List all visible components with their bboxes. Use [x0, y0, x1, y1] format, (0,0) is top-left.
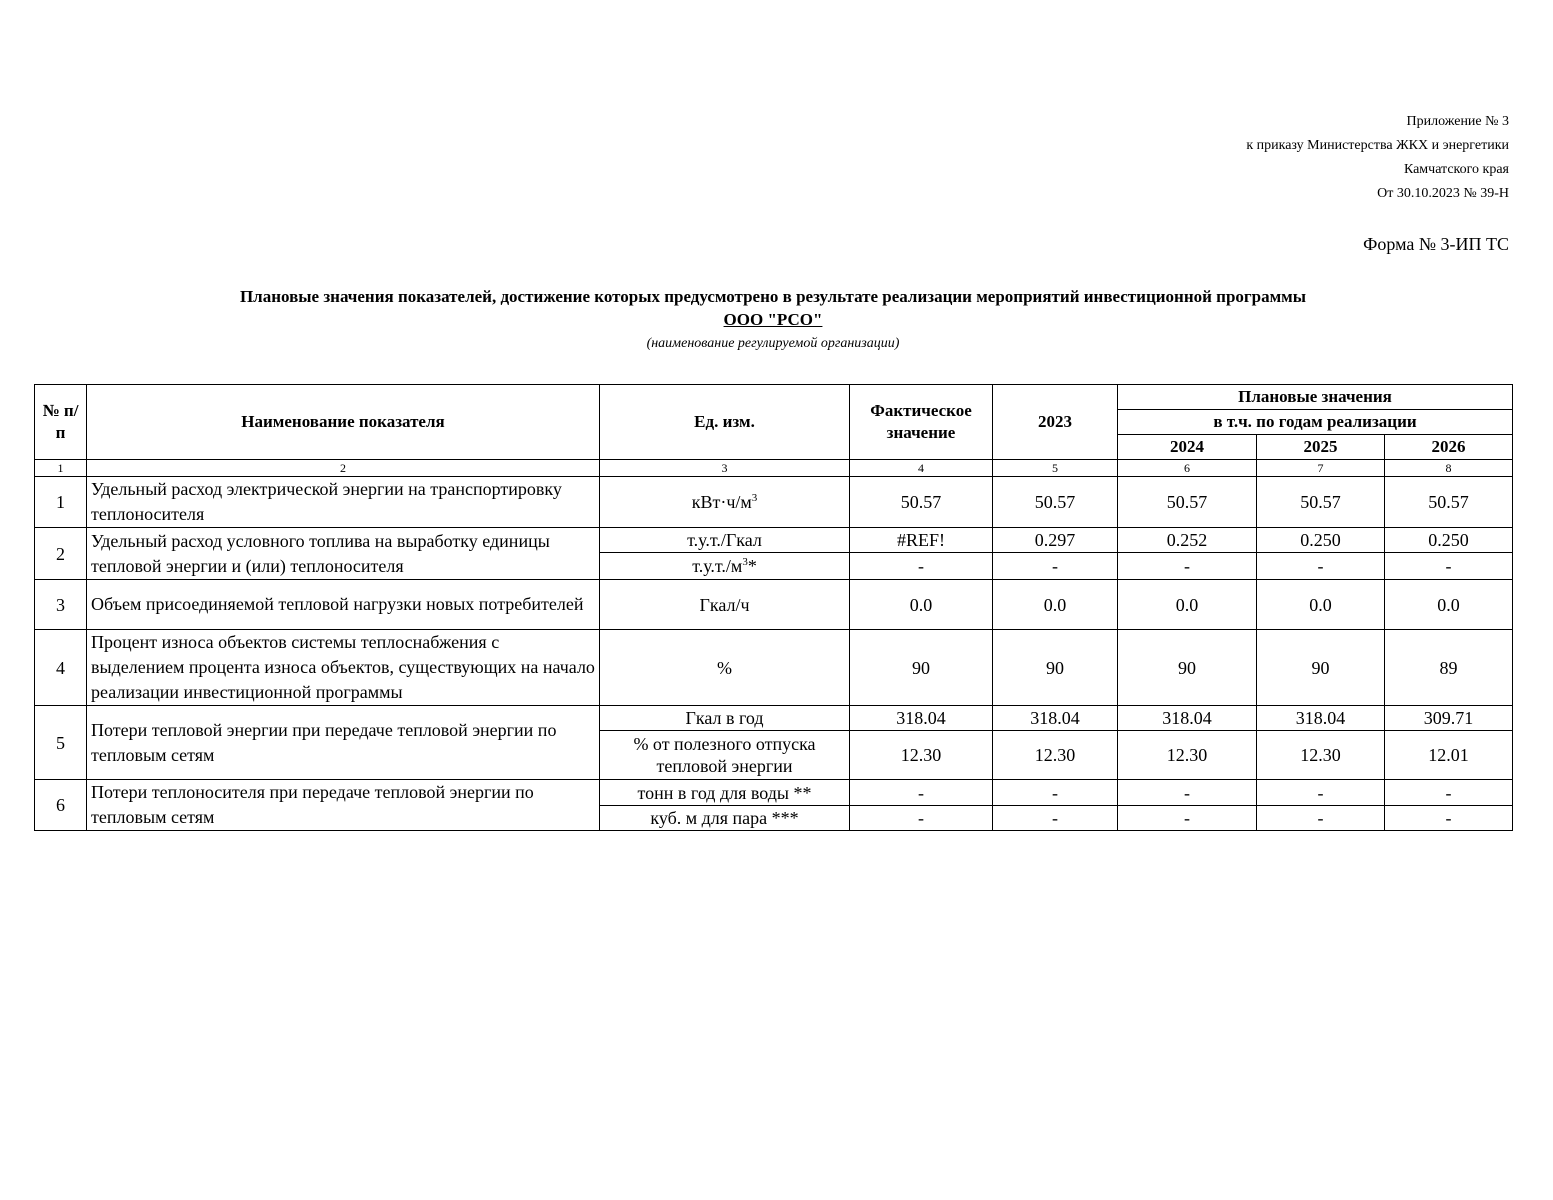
unit-cell: [600, 780, 850, 806]
unit-text: Гкал/ч: [699, 594, 750, 615]
organization-caption: (наименование регулируемой организации): [646, 336, 900, 351]
value-cell: 90: [850, 630, 993, 706]
table-row: [35, 528, 1513, 553]
value-cell: 0.0: [1385, 580, 1513, 630]
value-cell: -: [1385, 780, 1513, 806]
value-cell: 12.30: [1118, 731, 1257, 780]
header-2025: 2025: [1257, 435, 1385, 460]
unit-text: тонн в год для воды **: [637, 782, 812, 803]
header-unit: Ед. изм.: [600, 385, 850, 460]
column-number-cell: 8: [1385, 460, 1513, 477]
value-cell: 0.297: [993, 528, 1118, 553]
column-number-cell: 7: [1257, 460, 1385, 477]
form-number: Форма № 3-ИП ТС: [1363, 234, 1509, 254]
value-cell: -: [1118, 553, 1257, 580]
table-row: [35, 780, 1513, 806]
value-cell: -: [1257, 780, 1385, 806]
header-fact: Фактическое значение: [850, 385, 993, 460]
unit-cell: [600, 528, 850, 553]
indicator-name-cell: Удельный расход условного топлива на выработку единицы тепловой энергии и (или) теплоносителя: [87, 528, 600, 580]
unit-text: т.у.т./м: [692, 556, 743, 576]
header-name: Наименование показателя: [87, 385, 600, 460]
row-number-cell: 2: [35, 528, 87, 580]
indicator-name-cell: Потери теплоносителя при передаче тепловой энергии по тепловым сетям: [87, 780, 600, 831]
value-cell: 12.30: [993, 731, 1118, 780]
unit-text: кВт·ч/м: [691, 492, 752, 512]
column-numbers-row: [35, 460, 1513, 477]
value-cell: -: [1118, 806, 1257, 831]
value-cell: -: [850, 553, 993, 580]
row-number-cell: 3: [35, 580, 87, 630]
value-cell: 0.250: [1257, 528, 1385, 553]
value-cell: 50.57: [850, 477, 993, 528]
row-number-cell: 5: [35, 706, 87, 780]
value-cell: 50.57: [1385, 477, 1513, 528]
column-number-cell: 6: [1118, 460, 1257, 477]
unit-text: % от полезного отпуска тепловой энергии: [633, 734, 816, 776]
appendix-block: [1246, 110, 1509, 206]
row-number-cell: 4: [35, 630, 87, 706]
table-row: [35, 477, 1513, 528]
value-cell: 90: [1257, 630, 1385, 706]
value-cell: -: [850, 780, 993, 806]
value-cell: -: [1118, 780, 1257, 806]
value-cell: -: [1257, 806, 1385, 831]
indicator-name-cell: Удельный расход электрической энергии на транспортировку теплоносителя: [87, 477, 600, 528]
value-cell: 0.0: [1257, 580, 1385, 630]
column-number-cell: 2: [87, 460, 600, 477]
indicator-name-cell: Процент износа объектов системы теплоснабжения с выделением процента износа объектов, существующих на начало реализации инвестиционной программы: [87, 630, 600, 706]
value-cell: 318.04: [993, 706, 1118, 731]
table-row: [35, 630, 1513, 706]
value-cell: 318.04: [850, 706, 993, 731]
row-number-cell: 1: [35, 477, 87, 528]
value-cell: 89: [1385, 630, 1513, 706]
unit-cell: [600, 706, 850, 731]
column-number-cell: 3: [600, 460, 850, 477]
value-cell: #REF!: [850, 528, 993, 553]
value-cell: 0.0: [850, 580, 993, 630]
unit-cell: [600, 630, 850, 706]
value-cell: -: [1385, 806, 1513, 831]
unit-cell: [600, 553, 850, 580]
value-cell: 90: [993, 630, 1118, 706]
column-number-cell: 1: [35, 460, 87, 477]
appendix-line-3: Камчатского края: [1403, 162, 1509, 177]
column-number-cell: 5: [993, 460, 1118, 477]
table-row: [35, 706, 1513, 731]
document-title: Плановые значения показателей, достижение которых предусмотрено в результате реализации мероприятий инвестиционной программы: [239, 287, 1307, 306]
unit-cell: [600, 731, 850, 780]
indicator-name-cell: Потери тепловой энергии при передаче тепловой энергии по тепловым сетям: [87, 706, 600, 780]
header-num: № п/п: [35, 385, 87, 460]
value-cell: 12.30: [850, 731, 993, 780]
value-cell: 318.04: [1118, 706, 1257, 731]
value-cell: 50.57: [993, 477, 1118, 528]
value-cell: 309.71: [1385, 706, 1513, 731]
unit-text: Гкал в год: [685, 708, 764, 728]
value-cell: 50.57: [1257, 477, 1385, 528]
appendix-line-4: От 30.10.2023 № 39-Н: [1377, 186, 1509, 201]
value-cell: -: [993, 780, 1118, 806]
value-cell: -: [993, 553, 1118, 580]
unit-superscript: 3: [742, 556, 748, 568]
organization-name: ООО "РСО": [723, 310, 823, 329]
indicator-name-cell: Объем присоединяемой тепловой нагрузки новых потребителей: [87, 580, 600, 630]
value-cell: -: [850, 806, 993, 831]
header-2026: 2026: [1385, 435, 1513, 460]
unit-superscript: 3: [751, 492, 758, 504]
header-2024: 2024: [1118, 435, 1257, 460]
value-cell: 318.04: [1257, 706, 1385, 731]
unit-cell: [600, 806, 850, 831]
indicators-table: [34, 384, 1513, 831]
unit-cell: [600, 580, 850, 630]
header-2023: 2023: [993, 385, 1118, 460]
unit-cell: [600, 477, 850, 528]
header-planned: Плановые значения: [1118, 385, 1513, 410]
unit-suffix: *: [747, 556, 757, 576]
unit-text: %: [717, 657, 732, 678]
value-cell: 0.0: [993, 580, 1118, 630]
value-cell: 50.57: [1118, 477, 1257, 528]
value-cell: -: [1257, 553, 1385, 580]
header-by-years: в т.ч. по годам реализации: [1118, 410, 1513, 435]
value-cell: -: [993, 806, 1118, 831]
value-cell: 12.30: [1257, 731, 1385, 780]
value-cell: 0.250: [1385, 528, 1513, 553]
appendix-line-1: Приложение № 3: [1406, 114, 1509, 129]
appendix-line-2: к приказу Министерства ЖКХ и энергетики: [1246, 138, 1509, 153]
value-cell: 90: [1118, 630, 1257, 706]
unit-text: т.у.т./Гкал: [687, 530, 762, 550]
value-cell: 0.252: [1118, 528, 1257, 553]
table-row: [35, 580, 1513, 630]
value-cell: 0.0: [1118, 580, 1257, 630]
column-number-cell: 4: [850, 460, 993, 477]
value-cell: -: [1385, 553, 1513, 580]
value-cell: 12.01: [1385, 731, 1513, 780]
row-number-cell: 6: [35, 780, 87, 831]
unit-text: куб. м для пара ***: [650, 808, 799, 828]
